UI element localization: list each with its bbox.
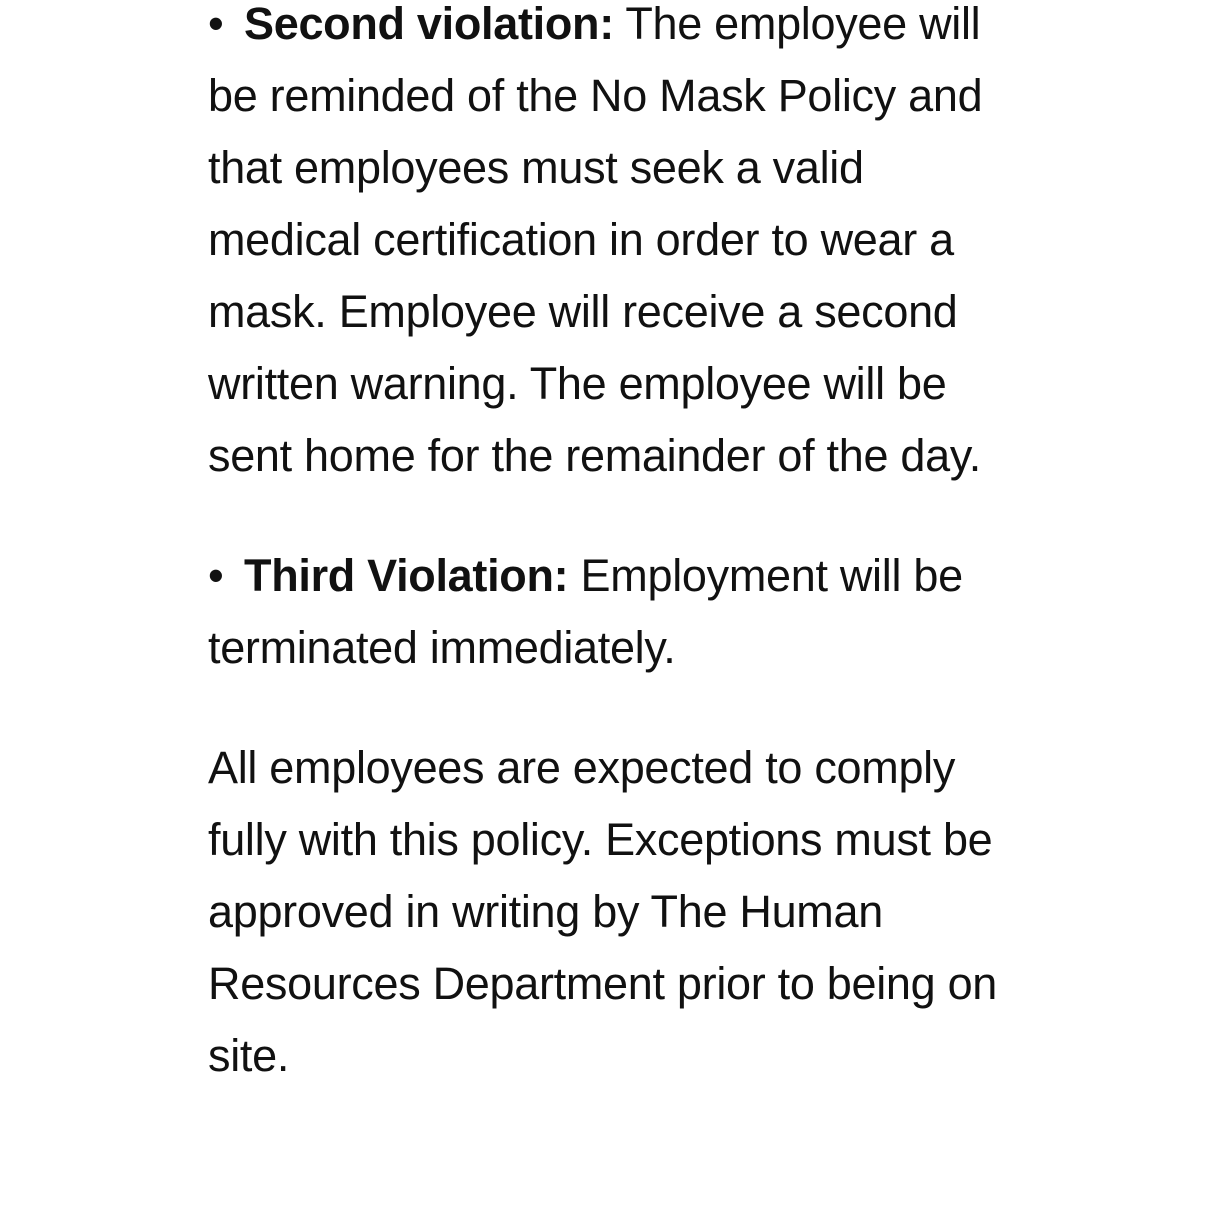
- bullet-text: Employment will be terminated immediately.: [208, 550, 963, 673]
- bullet-marker: •: [208, 0, 224, 49]
- bullet-text: The employee will be reminded of the No Mask Policy and that employees must seek a valid medical certification in order to wear a mask. Employee will receive a second written warning. The employee will be sent home for the remainder of the day.: [208, 0, 983, 481]
- bullet-label: Second violation:: [244, 0, 614, 49]
- policy-document: [208, 0, 1028, 1092]
- bullet-third-violation: [208, 540, 1028, 684]
- bullet-second-violation: [208, 0, 1028, 492]
- bullet-marker: •: [208, 550, 224, 601]
- closing-paragraph: All employees are expected to comply fully with this policy. Exceptions must be approved in writing by The Human Resources Department prior to being on site.: [208, 742, 998, 1081]
- bullet-label: Third Violation:: [244, 550, 569, 601]
